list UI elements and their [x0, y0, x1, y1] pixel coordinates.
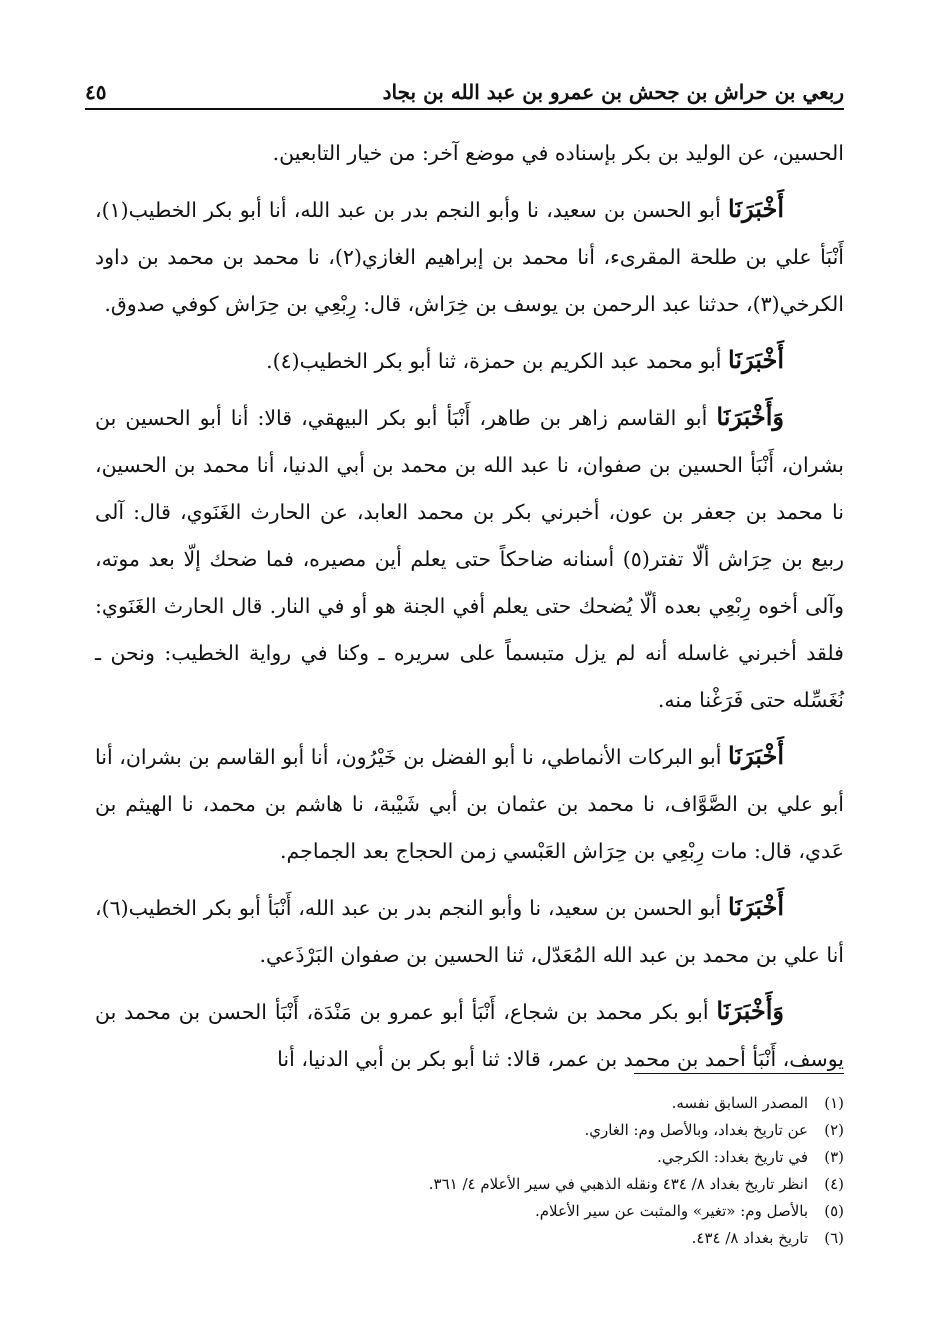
- footnote-text: المصدر السابق نفسه.: [671, 1094, 808, 1112]
- paragraph-4: [95, 393, 844, 724]
- chain-lead-word: أَخْبَرَنَا: [728, 345, 784, 374]
- chain-lead-word: أَخْبَرَنَا: [728, 741, 784, 770]
- paragraph-5: [95, 732, 844, 875]
- footnote-number: (١): [824, 1094, 844, 1112]
- footnotes: [85, 1090, 844, 1252]
- header-title: ربعي بن حراش بن جحش بن عمرو بن عبد الله بن بجاد: [382, 80, 844, 104]
- footnote-text: تاريخ بغداد ٨/ ٤٣٤.: [691, 1229, 808, 1247]
- running-header: [85, 60, 844, 104]
- paragraph-2: [95, 185, 844, 328]
- footnote-number: (٤): [824, 1175, 844, 1193]
- paragraph-text: أبو الحسن بن سعيد، نا وأبو النجم بدر بن عبد الله، أنا أبو بكر الخطيب(١)، أَنْبَأ علي بن طلحة المقرىء، أنا محمد بن إبراهيم الغازي(٢)، نا محمد بن محمد بن داود الكرخي(٣)، حدثنا عبد الرحمن بن يوسف بن خِرَاش، قال: رِبْعِي بن حِرَاش كوفي صدوق.: [95, 198, 844, 316]
- main-text: [95, 130, 844, 1091]
- footnote-number: (٣): [824, 1148, 844, 1166]
- paragraph-6: [95, 883, 844, 979]
- footnote-text: بالأصل وم: «تغير» والمثبت عن سير الأعلام.: [534, 1202, 808, 1220]
- paragraph-7: [95, 987, 844, 1083]
- chain-lead-word: أَخْبَرَنَا: [728, 194, 784, 223]
- footnote-item: [85, 1225, 844, 1252]
- footnote-number: (٥): [824, 1202, 844, 1220]
- footnote-item: [85, 1198, 844, 1225]
- paragraph-text: أبو القاسم زاهر بن طاهر، أَنْبَأ أبو بكر البيهقي، قالا: أنا أبو الحسين بن بشران، أَنْبَأ الحسين بن صفوان، نا عبد الله بن محمد بن أبي الدنيا، أنا محمد بن الحسين، نا محمد بن جعفر بن عون، أخبرني بكر بن محمد العابد، عن الحارث الغَنَوي، قال: آلى ربيع بن حِرَاش ألّا تفتر(٥) أسنانه ضاحكاً حتى يعلم أين مصيره، فما ضحك إلّا بعد موته، وآلى أخوه رِبْعِي بعده ألّا يُضحك حتى يعلم أفي الجنة هو أو في النار. قال الحارث الغَنَوي: فلقد أخبرني غاسله أنه لم يزل متبسماً على سريره ـ وكنا في رواية الخطيب: ونحن ـ نُغَسِّله حتى فَرَغْنا منه.: [95, 406, 844, 712]
- footnote-item: [85, 1144, 844, 1171]
- paragraph-1: [95, 130, 844, 177]
- footnote-item: [85, 1171, 844, 1198]
- paragraph-text: الحسين، عن الوليد بن بكر بإسناده في موضع آخر: من خيار التابعين.: [272, 141, 844, 165]
- paragraph-text: أبو الحسن بن سعيد، نا وأبو النجم بدر بن عبد الله، أَنْبَأ أبو بكر الخطيب(٦)، أنا علي بن محمد بن عبد الله المُعَدّل، ثنا الحسين بن صفوان البَرْذَعي.: [95, 896, 844, 967]
- paragraph-text: أبو محمد عبد الكريم بن حمزة، ثنا أبو بكر الخطيب(٤).: [266, 349, 722, 373]
- footnote-text: عن تاريخ بغداد، وبالأصل وم: الغاري.: [584, 1121, 808, 1139]
- footnote-number: (٦): [824, 1229, 844, 1247]
- footnote-text: انظر تاريخ بغداد ٨/ ٤٣٤ ونقله الذهبي في سير الأعلام ٤/ ٣٦١.: [428, 1175, 808, 1193]
- chain-lead-word: أَخْبَرَنَا: [728, 892, 784, 921]
- paragraph-3: [95, 336, 844, 385]
- page-number: ٤٥: [85, 80, 107, 104]
- chain-lead-word: وَأَخْبَرَنَا: [716, 402, 784, 431]
- header-divider: [85, 108, 844, 110]
- paragraph-text: أبو بكر محمد بن شجاع، أَنْبَأ أبو عمرو بن مَنْدَة، أَنْبَأ الحسن بن محمد بن يوسف، أَنْبَأ أحمد بن محمد بن عمر، قالا: ثنا أبو بكر بن أبي الدنيا، أنا: [95, 1000, 844, 1071]
- footnote-item: [85, 1117, 844, 1144]
- footnote-divider: [634, 1073, 844, 1074]
- paragraph-text: أبو البركات الأنماطي، نا أبو الفضل بن خَيْرُون، أنا أبو القاسم بن بشران، أنا أبو علي بن الصَّوَّاف، نا محمد بن عثمان بن أبي شَيْبة، نا هاشم بن محمد، نا الهيثم بن عَدي، قال: مات رِبْعِي بن حِرَاش العَبْسي زمن الحجاج بعد الجماجم.: [95, 745, 844, 863]
- footnote-number: (٢): [824, 1121, 844, 1139]
- footnote-text: في تاريخ بغداد: الكرجي.: [657, 1148, 808, 1166]
- chain-lead-word: وَأَخْبَرَنَا: [716, 996, 784, 1025]
- footnote-item: [85, 1090, 844, 1117]
